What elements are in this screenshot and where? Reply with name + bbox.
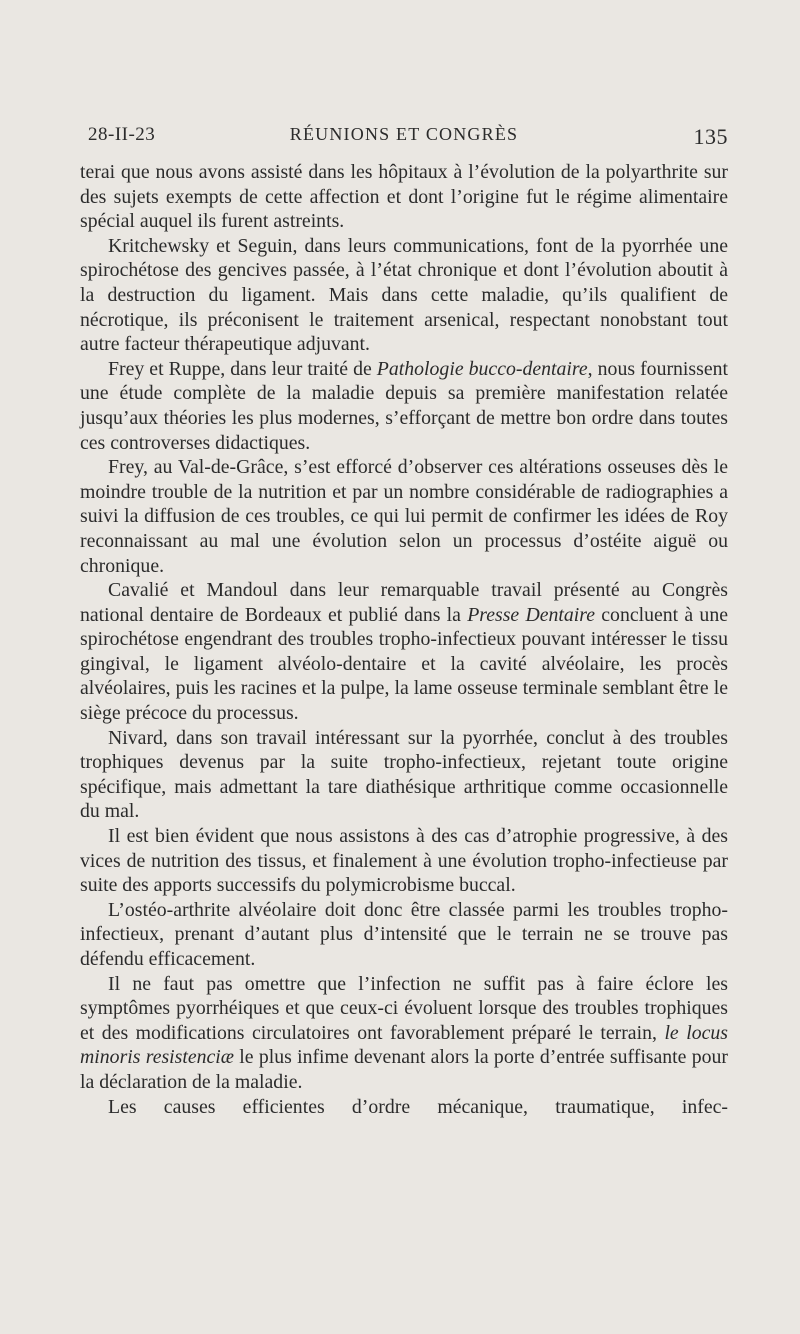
header-date: 28-II-23 <box>88 124 156 145</box>
paragraph-5-text-b: concluent à une spirochétose engendrant des troubles tropho-infectieux pouvant intéresser le tissu gingival, le ligament alvéolo-dentaire et la cavité alvéolaire, les procès alvéolaires, puis les racines et la pulpe, la lame osseuse terminale semblant être le siège précoce du processus. <box>80 603 728 725</box>
paragraph-9-text-a: Il ne faut pas omettre que l’infection ne suffit pas à faire éclore les symptômes pyorrhéiques et que ceux-ci évoluent lorsque des troubles trophiques et des modifications circulatoires ont favorablement préparé le terrain, <box>80 972 728 1044</box>
header-section-title: RÉUNIONS ET CONGRÈS <box>289 124 519 144</box>
latin-phrase-locus-minoris: le locus minoris resistenciæ <box>80 1021 728 1069</box>
paragraph-2: Kritchewsky et Seguin, dans leurs communications, font de la pyorrhée une spirochétose des gencives passée, à l’état chronique et dont l’évolution aboutit à la destruction du ligament. Mais dans cette maladie, qu’ils qualifient de nécrotique, ils préconisent le traitement arsenical, respectant nonobstant tout autre facteur thérapeutique adjuvant. <box>80 234 728 356</box>
paragraph-3-text-b: , nous fournissent une étude complète de la maladie depuis sa première manifestation relatée jusqu’aux théories les plus modernes, s’efforçant de mettre bon ordre dans toutes ces controverses didactiques. <box>80 357 728 454</box>
paragraph-9-text-b: le plus infime devenant alors la porte d’entrée suffisante pour la déclaration de la maladie. <box>80 1046 728 1093</box>
paragraph-6: Nivard, dans son travail intéressant sur la pyorrhée, conclut à des troubles trophiques devenus par la suite tropho-infectieux, rejetant toute origine spécifique, mais admettant la tare diathésique arthritique comme occasionnelle du mal. <box>80 726 728 823</box>
paragraph-3 <box>80 357 728 455</box>
paragraph-1: terai que nous avons assisté dans les hôpitaux à l’évolution de la polyarthrite sur des sujets exempts de cette affection et dont l’origine fut le régime alimentaire spécial auquel ils furent astreints. <box>80 161 728 233</box>
paragraph-7: Il est bien évident que nous assistons à des cas d’atrophie progressive, à des vices de nutrition des tissus, et finalement à une évolution tropho-infectieuse par suite des apports successifs du polymicrobisme buccal. <box>80 825 728 897</box>
page-number: 135 <box>693 124 728 149</box>
paragraph-10: Les causes efficientes d’ordre mécanique, traumatique, infec- <box>108 1095 728 1118</box>
book-title-pathologie: Pathologie bucco-dentaire <box>376 357 588 380</box>
journal-title-presse-dentaire: Presse Dentaire <box>467 603 596 626</box>
paragraph-8: L’ostéo-arthrite alvéolaire doit donc être classée parmi les troubles tropho-infectieux, prenant d’autant plus d’intensité que le terrain ne se trouve pas défendu efficacement. <box>80 898 728 970</box>
paragraph-3-text-a: Frey et Ruppe, dans leur traité de <box>108 357 377 380</box>
paragraph-4: Frey, au Val-de-Grâce, s’est efforcé d’observer ces altérations osseuses dès le moindre trouble de la nutrition et par un nombre considérable de radiographies a suivi la diffusion de ces troubles, ce qui lui permit de confirmer les idées de Roy reconnaissant au mal une évolution selon un processus d’ostéite aiguë ou chronique. <box>80 456 728 577</box>
paragraph-9 <box>80 972 728 1095</box>
paragraph-5-text-a: Cavalié et Mandoul dans leur remarquable travail présenté au Congrès national dentaire de Bordeaux et publié dans la <box>80 579 728 626</box>
body-text <box>80 160 728 1119</box>
running-header <box>80 124 728 152</box>
paragraph-5 <box>80 578 728 726</box>
